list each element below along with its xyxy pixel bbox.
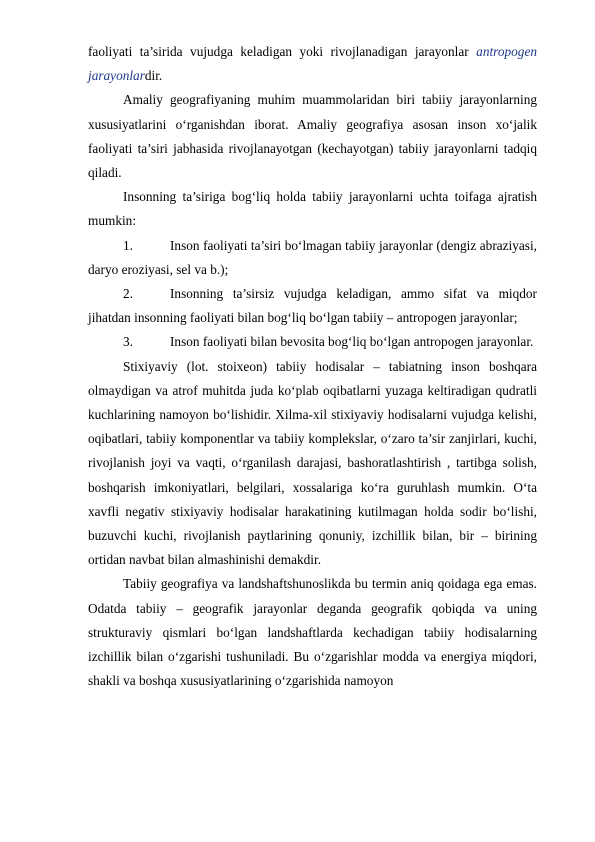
paragraph-1 (88, 40, 537, 88)
document-body (88, 40, 537, 693)
paragraph-2: Amaliy geografiyaning muhim muammolaridan biri tabiiy jarayonlarning xususiyatlarini o‘rganishdan iborat. Amaliy geografiya asosan inson xo‘jalik faoliyati ta’siri jabhasida rivojlanayotgan (kechayotgan) tabiiy jarayonlarni tadqiq qiladi. (88, 92, 537, 181)
list-number: 2. (123, 286, 133, 302)
list-number: 3. (123, 334, 133, 350)
list-number: 1. (123, 237, 133, 253)
list-text: Inson faoliyati bilan bevosita bog‘liq bo‘lgan antropogen jarayonlar. (170, 334, 534, 350)
paragraph-4: Stixiyaviy (lot. stoixeon) tabiiy hodisalar – tabiatning inson boshqara olmaydigan va atrof muhitda juda ko‘plab oqibatlarni yuzaga keltiradigan qudratli kuchlarining namoyon bo‘lishidir. Xilma-xil stixiyaviy hodisalarni vujudga kelishi, oqibatlari, tabiiy komponentlar va tabiiy komplekslar, o‘zaro ta’sir zanjirlari, kuchi, rivojlanish joyi va vaqti, o‘rganilash darajasi, bashoratlashtirish , tartibga solish, boshqarish imkoniyatlari, belgilari, xossalariga ko‘ra guruhlash mumkin. O‘ta xavfli negativ stixiyaviy hodisalar harakatining kutilmagan holda sodir bo‘lishi, buzuvchi kuchi, rivojlanish paytlarining qonuniy, izchillik bilan, bir – birining ortidan navbat bilan almashinishi demakdir. (88, 358, 537, 568)
paragraph-3: Insonning ta’siriga bog‘liq holda tabiiy jarayonlarni uchta toifaga ajratish mumkin: (88, 189, 537, 229)
list-text: Inson faoliyati ta’siri bo‘lmagan tabiiy jarayonlar (dengiz abraziyasi, daryo eroziyasi, sel va b.); (88, 237, 537, 277)
list-item-3 (88, 330, 537, 354)
paragraph-5: Tabiiy geografiya va landshaftshunoslikda bu termin aniq qoidaga ega emas. Odatda tabiiy – geografik jarayonlar deganda geografik qobiqda va uning strukturaviy qismlari bo‘lgan landshaftlarda kechadigan tabiiy hodisalarning izchillik bilan o‘zgarishi tushuniladi. Bu o‘zgarishlar modda va energiya miqdori, shakli va boshqa xususiyatlarining o‘zgarishida namoyon (88, 576, 537, 689)
paragraph-1-start: faoliyati ta’sirida vujudga keladigan yoki rivojlanadigan jarayonlar (88, 44, 477, 59)
list-item-2 (88, 282, 537, 330)
term-antropogen-jarayonlar: antropogen jarayonlar (88, 44, 537, 84)
paragraph-1-end: dir. (144, 68, 163, 84)
list-text: Insonning ta’sirsiz vujudga keladigan, ammo sifat va miqdor jihatdan insonning faoliyati bilan bog‘liq bo‘lgan tabiiy – antropogen jarayonlar; (88, 286, 537, 326)
list-item-1 (88, 234, 537, 282)
